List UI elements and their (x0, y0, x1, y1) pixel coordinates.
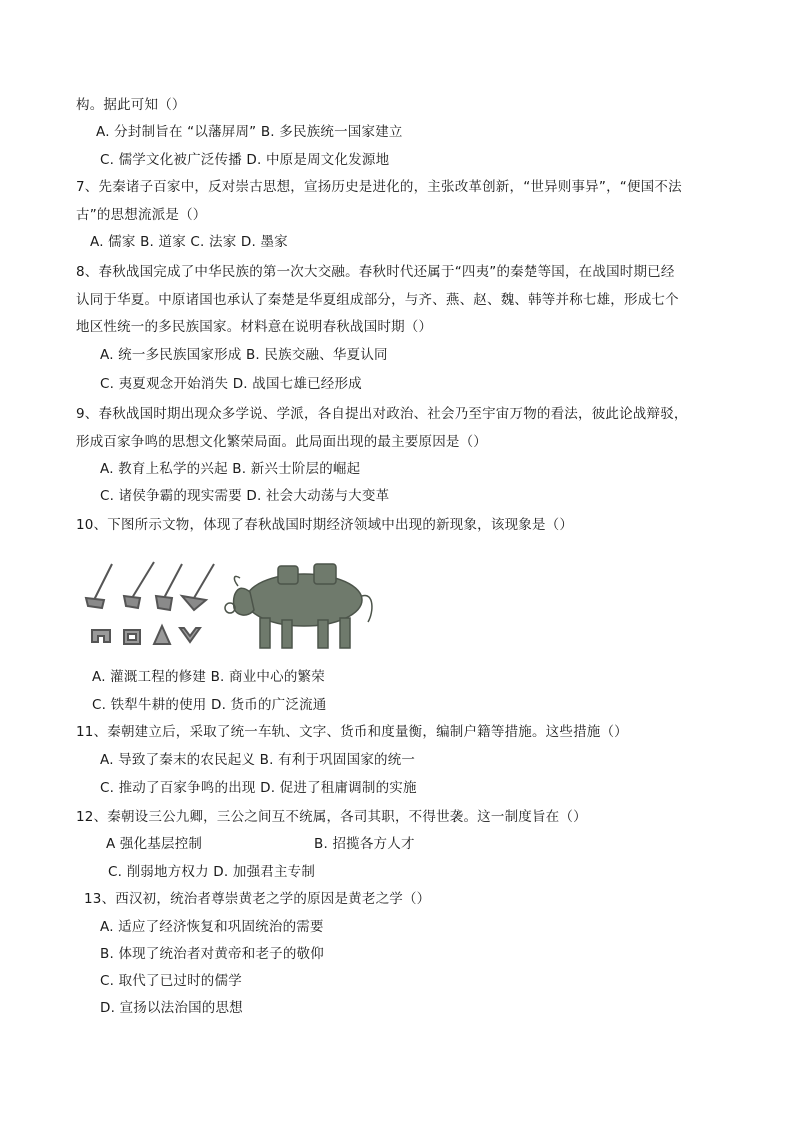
q13-option-a: A. 适应了经济恢复和巩固统治的需要 (100, 919, 324, 935)
q8-option-cd: C. 夷夏观念开始消失 D. 战国七雄已经形成 (100, 376, 362, 392)
q11-stem: 11、秦朝建立后，采取了统一车轨、文字、货币和度量衡，编制户籍等措施。这些措施（） (76, 724, 628, 740)
q9-option-cd: C. 诸侯争霸的现实需要 D. 社会大动荡与大变革 (100, 488, 390, 504)
q13-option-c: C. 取代了已过时的儒学 (100, 973, 242, 989)
q13-stem: 13、西汉初，统治者尊崇黄老之学的原因是黄老之学（） (84, 891, 431, 907)
q12-option-cd: C. 削弱地方权力 D. 加强君主专制 (108, 864, 316, 880)
q6-option-cd: C. 儒学文化被广泛传播 D. 中原是周文化发源地 (100, 152, 390, 168)
q8-stem-line-1: 8、春秋战国完成了中华民族的第一次大交融。春秋时代还属于“四夷”的秦楚等国，在战国时期已经 (76, 264, 675, 280)
q10-option-cd: C. 铁犁牛耕的使用 D. 货币的广泛流通 (92, 697, 327, 713)
q7-stem-line-1: 7、先秦诸子百家中，反对崇古思想，宣扬历史是进化的，主张改革创新，“世异则事异”，“便国不法 (76, 179, 682, 195)
q7-stem-line-2: 古”的思想流派是（） (76, 207, 207, 223)
intro-line: 构。据此可知（） (76, 97, 186, 113)
bronze-ox-vessel-icon (225, 564, 372, 648)
artifact-illustration (82, 552, 382, 652)
q12-option-a: A 强化基层控制 (106, 836, 203, 852)
q8-stem-line-3: 地区性统一的多民族国家。材料意在说明春秋战国时期（） (76, 319, 433, 335)
q7-options: A. 儒家 B. 道家 C. 法家 D. 墨家 (90, 234, 288, 250)
q13-option-d: D. 宣扬以法治国的思想 (100, 1000, 243, 1016)
q10-stem: 10、下图所示文物，体现了春秋战国时期经济领域中出现的新现象，该现象是（） (76, 517, 574, 533)
artifact-figure (82, 552, 382, 652)
q9-stem-line-1: 9、春秋战国时期出现众多学说、学派，各自提出对政治、社会乃至宇宙万物的看法，彼此论战辩驳， (76, 406, 688, 422)
q9-stem-line-2: 形成百家争鸣的思想文化繁荣局面。此局面出现的最主要原因是（） (76, 434, 487, 450)
q13-option-b: B. 体现了统治者对黄帝和老子的敬仰 (100, 946, 324, 962)
q12-stem: 12、秦朝设三公九卿，三公之间互不统属，各司其职，不得世袭。这一制度旨在（） (76, 809, 587, 825)
q10-option-ab: A. 灌溉工程的修建 B. 商业中心的繁荣 (92, 669, 325, 685)
q6-option-ab: A. 分封制旨在 “以藩屏周” B. 多民族统一国家建立 (96, 124, 403, 140)
q8-option-ab: A. 统一多民族国家形成 B. 民族交融、华夏认同 (100, 347, 388, 363)
q9-option-ab: A. 教育上私学的兴起 B. 新兴士阶层的崛起 (100, 461, 361, 477)
q11-option-cd: C. 推动了百家争鸣的出现 D. 促进了租庸调制的实施 (100, 780, 417, 796)
q11-option-ab: A. 导致了秦末的农民起义 B. 有利于巩固国家的统一 (100, 752, 416, 768)
iron-farm-tools-icon (86, 562, 214, 644)
q12-option-b: B. 招揽各方人才 (314, 836, 415, 852)
q8-stem-line-2: 认同于华夏。中原诸国也承认了秦楚是华夏组成部分，与齐、燕、赵、魏、韩等并称七雄，形成七个 (76, 292, 679, 308)
